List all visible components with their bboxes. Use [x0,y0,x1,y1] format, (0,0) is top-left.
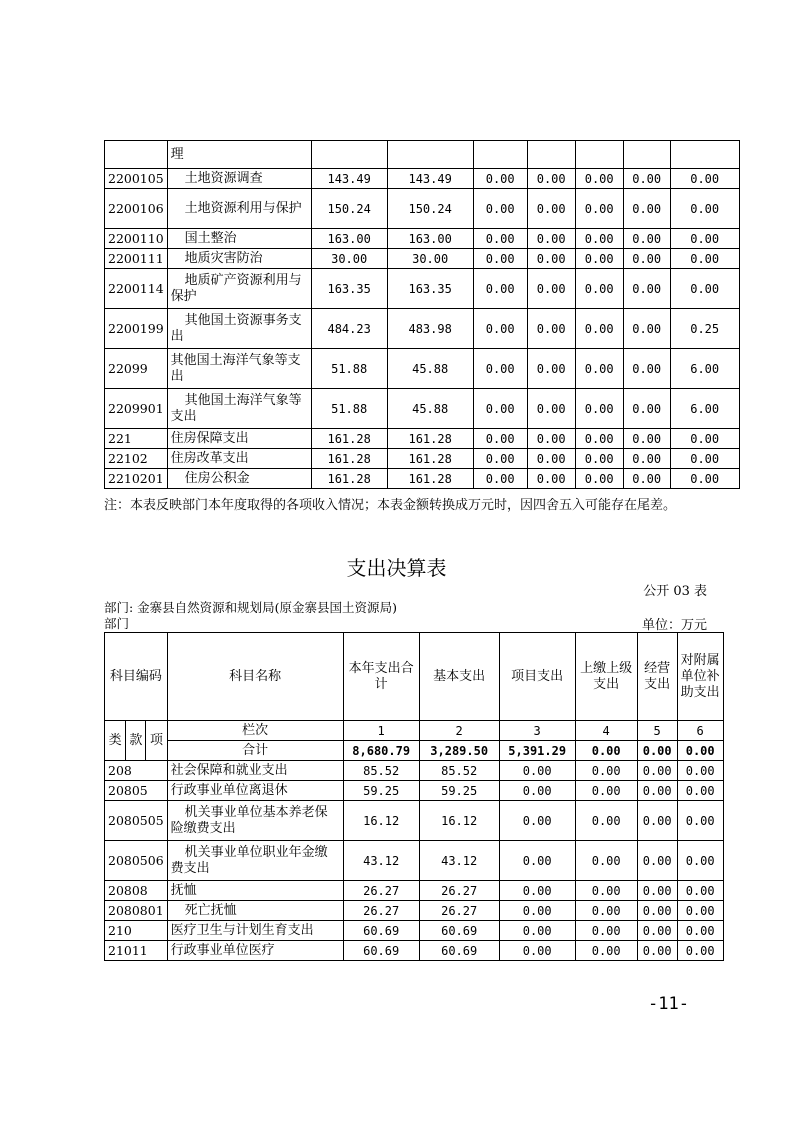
row-value-c4: 0.00 [575,901,637,921]
row-value-c4: 0.00 [527,349,575,389]
total-c1: 8,680.79 [343,741,419,761]
row-code: 2200106 [105,189,168,229]
row-name: 住房保障支出 [167,429,311,449]
expenditure-table [104,632,724,961]
row-value-c7: 6.00 [670,349,739,389]
row-value-c5: 0.00 [575,269,623,309]
row-value-c5: 0.00 [575,249,623,269]
lei-label: 类 [105,721,126,761]
total-c6: 0.00 [677,741,723,761]
row-value-c2: 85.52 [419,761,499,781]
row-name: 其他国土海洋气象等支出 [167,389,311,429]
row-value-c1: 161.28 [311,449,387,469]
row-code: 2080505 [105,801,168,841]
row-value-c4: 0.00 [527,189,575,229]
row-value-c5 [575,141,623,169]
row-value-c3: 0.00 [473,309,527,349]
row-value-c6: 0.00 [623,429,670,449]
row-value-c6: 0.00 [623,469,670,489]
row-value-c5: 0.00 [637,941,677,961]
table-number: 公开 03 表 [643,584,707,599]
row-value-c4: 0.00 [575,761,637,781]
row-value-c6: 0.00 [623,349,670,389]
row-value-c1: 60.69 [343,941,419,961]
row-value-c2: 43.12 [419,841,499,881]
table-row [105,141,740,169]
row-value-c2: 161.28 [387,449,473,469]
row-value-c4: 0.00 [575,921,637,941]
row-value-c4: 0.00 [527,389,575,429]
row-value-c5: 0.00 [637,801,677,841]
row-name: 死亡抚恤 [167,901,343,921]
row-value-c4: 0.00 [527,169,575,189]
row-code: 2200110 [105,229,168,249]
table-row [105,449,740,469]
row-name: 土地资源利用与保护 [167,189,311,229]
row-value-c6: 0.00 [677,881,723,901]
row-value-c2: 163.00 [387,229,473,249]
row-value-c3: 0.00 [499,881,575,901]
col-index-4: 4 [575,721,637,741]
row-name: 社会保障和就业支出 [167,761,343,781]
row-value-c4: 0.00 [527,449,575,469]
row-value-c7: 0.00 [670,189,739,229]
row-value-c2: 59.25 [419,781,499,801]
row-value-c6: 0.00 [677,841,723,881]
col-index-2: 2 [419,721,499,741]
row-value-c1: 85.52 [343,761,419,781]
row-value-c5: 0.00 [637,881,677,901]
row-value-c1: 161.28 [311,469,387,489]
row-value-c4: 0.00 [527,269,575,309]
table-row [105,761,724,781]
row-value-c5: 0.00 [637,841,677,881]
row-value-c7 [670,141,739,169]
row-value-c5: 0.00 [575,229,623,249]
row-value-c4: 0.00 [527,309,575,349]
row-name: 国土整治 [167,229,311,249]
total-c4: 0.00 [575,741,637,761]
table-row [105,921,724,941]
row-value-c6: 0.00 [677,901,723,921]
row-value-c6: 0.00 [623,449,670,469]
row-value-c6: 0.00 [623,189,670,229]
header-row [105,633,724,721]
row-code: 2210201 [105,469,168,489]
table-row [105,349,740,389]
row-value-c1: 59.25 [343,781,419,801]
row-value-c4: 0.00 [575,941,637,961]
row-value-c2 [387,141,473,169]
kuan-label: 款 [126,721,146,761]
row-value-c3: 0.00 [499,761,575,781]
row-name: 地质灾害防治 [167,249,311,269]
total-label: 合计 [167,741,343,761]
table-row [105,189,740,229]
table-row [105,881,724,901]
row-value-c1: 143.49 [311,169,387,189]
row-value-c3: 0.00 [473,469,527,489]
row-value-c2: 143.49 [387,169,473,189]
row-value-c3: 0.00 [473,349,527,389]
page-number: -11- [648,994,689,1014]
row-name: 行政事业单位医疗 [167,941,343,961]
unit-label: 单位：万元 [641,618,707,633]
table-row [105,389,740,429]
total-c3: 5,391.29 [499,741,575,761]
row-value-c5: 0.00 [575,309,623,349]
col-index-6: 6 [677,721,723,741]
row-value-c1: 161.28 [311,429,387,449]
row-value-c7: 0.25 [670,309,739,349]
row-value-c3: 0.00 [499,841,575,881]
row-value-c2: 16.12 [419,801,499,841]
row-code: 2200199 [105,309,168,349]
row-value-c3: 0.00 [499,781,575,801]
header-code: 科目编码 [105,633,168,721]
row-value-c1: 30.00 [311,249,387,269]
row-code: 210 [105,921,168,941]
row-value-c1 [311,141,387,169]
row-value-c7: 0.00 [670,169,739,189]
row-value-c4: 0.00 [527,229,575,249]
row-name: 医疗卫生与计划生育支出 [167,921,343,941]
row-value-c6: 0.00 [623,269,670,309]
row-value-c4: 0.00 [575,801,637,841]
row-value-c6: 0.00 [677,801,723,841]
row-value-c5: 0.00 [575,169,623,189]
row-value-c7: 0.00 [670,469,739,489]
row-name: 其他国土海洋气象等支出 [167,349,311,389]
row-value-c4: 0.00 [527,249,575,269]
total-c2: 3,289.50 [419,741,499,761]
row-value-c5: 0.00 [637,921,677,941]
row-value-c1: 163.35 [311,269,387,309]
table-row [105,941,724,961]
row-name: 机关事业单位职业年金缴费支出 [167,841,343,881]
row-value-c3: 0.00 [499,901,575,921]
row-code: 2080506 [105,841,168,881]
row-value-c6: 0.00 [677,921,723,941]
row-value-c2: 60.69 [419,941,499,961]
table-row [105,841,724,881]
total-row [105,741,724,761]
row-value-c7: 0.00 [670,249,739,269]
xiang-label: 项 [146,721,167,761]
row-value-c1: 26.27 [343,901,419,921]
header-name: 科目名称 [167,633,343,721]
row-code: 221 [105,429,168,449]
row-value-c4: 0.00 [527,469,575,489]
row-value-c5: 0.00 [575,429,623,449]
total-c5: 0.00 [637,741,677,761]
row-value-c3: 0.00 [499,921,575,941]
row-name: 抚恤 [167,881,343,901]
row-value-c2: 45.88 [387,389,473,429]
row-name: 住房改革支出 [167,449,311,469]
row-value-c3: 0.00 [499,941,575,961]
row-code: 20805 [105,781,168,801]
row-name: 土地资源调查 [167,169,311,189]
row-value-c1: 150.24 [311,189,387,229]
row-value-c3: 0.00 [473,429,527,449]
row-value-c4: 0.00 [575,881,637,901]
table-row [105,229,740,249]
row-value-c7: 0.00 [670,429,739,449]
table-row [105,169,740,189]
row-value-c2: 161.28 [387,469,473,489]
row-name: 其他国土资源事务支出 [167,309,311,349]
row-value-c5: 0.00 [575,469,623,489]
row-value-c5: 0.00 [637,901,677,921]
row-value-c3: 0.00 [473,389,527,429]
row-value-c2: 161.28 [387,429,473,449]
row-value-c2: 60.69 [419,921,499,941]
row-value-c6: 0.00 [623,389,670,429]
row-value-c5: 0.00 [575,389,623,429]
row-code: 2200111 [105,249,168,269]
row-value-c2: 150.24 [387,189,473,229]
header-subsidy: 对附属单位补助支出 [677,633,723,721]
row-value-c6: 0.00 [677,781,723,801]
header-total: 本年支出合计 [343,633,419,721]
header-remit: 上缴上级支出 [575,633,637,721]
row-value-c3: 0.00 [473,269,527,309]
table-row [105,901,724,921]
row-value-c6: 0.00 [623,169,670,189]
header-project: 项目支出 [499,633,575,721]
row-value-c1: 51.88 [311,389,387,429]
row-value-c7: 6.00 [670,389,739,429]
row-value-c7: 0.00 [670,449,739,469]
income-table-continued [104,140,740,489]
row-value-c1: 43.12 [343,841,419,881]
col-index-5: 5 [637,721,677,741]
row-value-c2: 163.35 [387,269,473,309]
row-value-c6: 0.00 [623,309,670,349]
row-value-c5: 0.00 [575,449,623,469]
row-value-c4: 0.00 [575,781,637,801]
row-value-c2: 30.00 [387,249,473,269]
row-name: 住房公积金 [167,469,311,489]
row-value-c3: 0.00 [473,449,527,469]
col-index-1: 1 [343,721,419,741]
row-code [105,141,168,169]
table-row [105,801,724,841]
row-value-c7: 0.00 [670,229,739,249]
table-row [105,781,724,801]
table-row [105,269,740,309]
row-value-c2: 26.27 [419,881,499,901]
column-index-row [105,721,724,741]
row-code: 21011 [105,941,168,961]
row-value-c2: 45.88 [387,349,473,389]
row-name: 行政事业单位离退休 [167,781,343,801]
row-value-c3: 0.00 [499,801,575,841]
row-code: 2080801 [105,901,168,921]
row-value-c3: 0.00 [473,189,527,229]
row-code: 2209901 [105,389,168,429]
row-name: 地质矿产资源利用与保护 [167,269,311,309]
row-value-c5: 0.00 [575,349,623,389]
row-value-c4 [527,141,575,169]
row-value-c5: 0.00 [637,761,677,781]
lanci-label: 栏次 [167,721,343,741]
header-operating: 经营支出 [637,633,677,721]
row-value-c3: 0.00 [473,249,527,269]
row-value-c6: 0.00 [623,229,670,249]
row-code: 208 [105,761,168,781]
row-value-c5: 0.00 [637,781,677,801]
row-value-c1: 26.27 [343,881,419,901]
expenditure-table-body [105,633,724,961]
row-value-c1: 51.88 [311,349,387,389]
row-value-c1: 484.23 [311,309,387,349]
page-title: 支出决算表 [346,556,447,580]
row-value-c3 [473,141,527,169]
row-name: 机关事业单位基本养老保险缴费支出 [167,801,343,841]
table-row [105,309,740,349]
row-value-c3: 0.00 [473,229,527,249]
row-name: 理 [167,141,311,169]
table-row [105,249,740,269]
row-value-c1: 60.69 [343,921,419,941]
row-code: 22102 [105,449,168,469]
table-row [105,469,740,489]
row-value-c6 [623,141,670,169]
row-value-c6: 0.00 [677,761,723,781]
row-value-c6: 0.00 [677,941,723,961]
col-index-3: 3 [499,721,575,741]
row-value-c1: 16.12 [343,801,419,841]
row-value-c7: 0.00 [670,269,739,309]
row-value-c4: 0.00 [575,841,637,881]
row-value-c4: 0.00 [527,429,575,449]
row-code: 20808 [105,881,168,901]
row-value-c5: 0.00 [575,189,623,229]
row-value-c2: 483.98 [387,309,473,349]
header-basic: 基本支出 [419,633,499,721]
row-code: 2200114 [105,269,168,309]
department-label-2: 部门 [104,616,130,631]
table-note: 注：本表反映部门本年度取得的各项收入情况；本表金额转换成万元时，因四舍五入可能存在尾差。 [104,498,677,513]
table-row [105,429,740,449]
row-value-c1: 163.00 [311,229,387,249]
department-label: 部门: 金寨县自然资源和规划局(原金寨县国土资源局) [104,600,397,615]
row-value-c2: 26.27 [419,901,499,921]
row-value-c6: 0.00 [623,249,670,269]
row-value-c3: 0.00 [473,169,527,189]
income-table-body [105,141,740,489]
row-code: 2200105 [105,169,168,189]
row-code: 22099 [105,349,168,389]
